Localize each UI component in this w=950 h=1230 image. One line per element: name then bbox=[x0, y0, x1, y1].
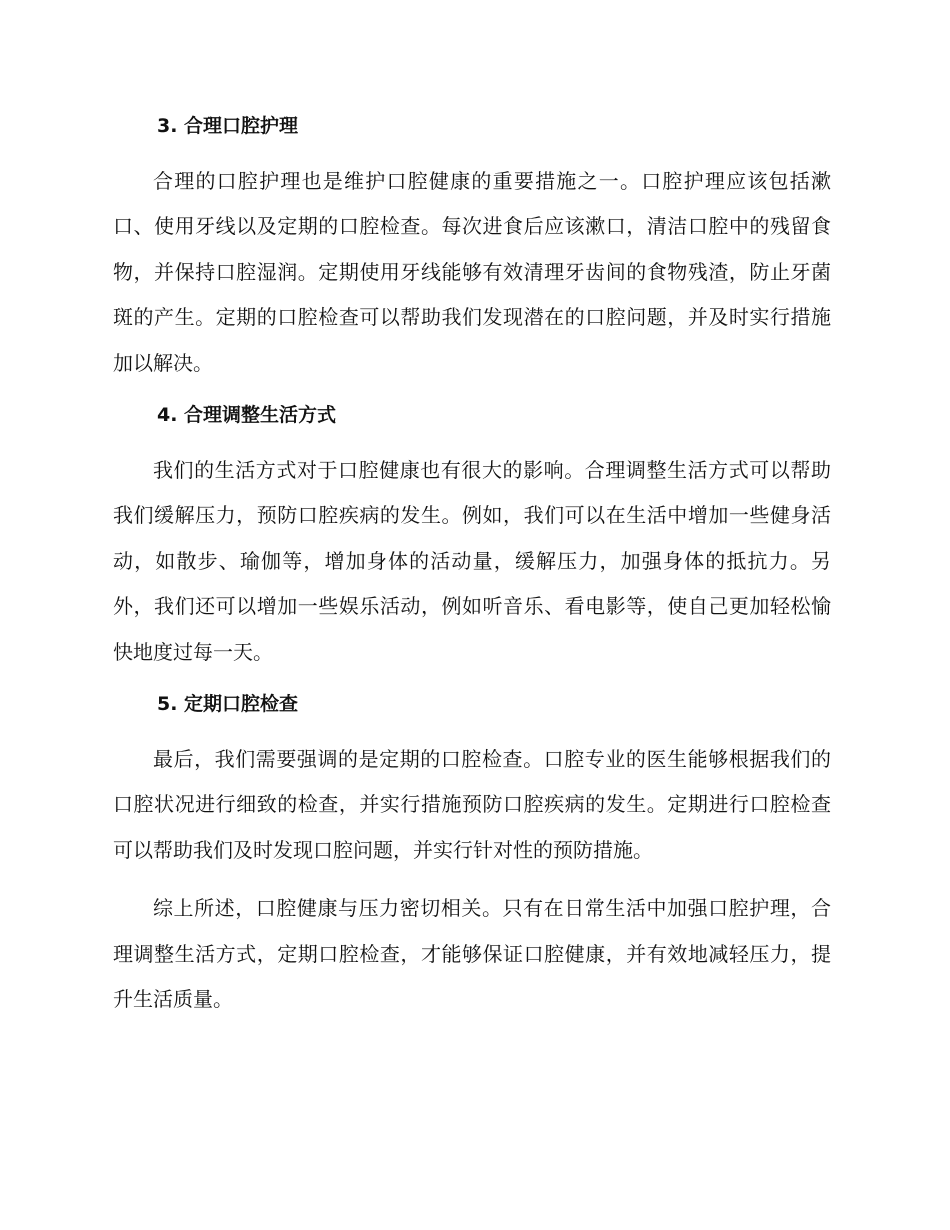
conclusion-paragraph: 综上所述，口腔健康与压力密切相关。只有在日常生活中加强口腔护理，合理调整生活方式，定期口腔检查，才能够保证口腔健康，并有效地减轻压力，提升生活质量。 bbox=[113, 896, 831, 1012]
section-paragraph-checkup: 最后，我们需要强调的是定期的口腔检查。口腔专业的医生能够根据我们的口腔状况进行细致的检查，并实行措施预防口腔疾病的发生。定期进行口腔检查可以帮助我们及时发现口腔问题，并实行针对性的预防措施。 bbox=[113, 747, 831, 862]
section-paragraph-lifestyle: 我们的生活方式对于口腔健康也有很大的影响。合理调整生活方式可以帮助我们缓解压力，预防口腔疾病的发生。例如，我们可以在生活中增加一些健身活动，如散步、瑜伽等，增加身体的活动量，缓解压力，加强身体的抵抗力。另外，我们还可以增加一些娱乐活动，例如听音乐、看电影等，使自己更加轻松愉快地度过每一天。 bbox=[113, 458, 831, 664]
section-heading-checkup: 5. 定期口腔检查 bbox=[157, 693, 299, 716]
section-heading-oral-care: 3. 合理口腔护理 bbox=[157, 115, 299, 137]
section-paragraph-oral-care: 合理的口腔护理也是维护口腔健康的重要措施之一。口腔护理应该包括漱口、使用牙线以及定期的口腔检查。每次进食后应该漱口，清洁口腔中的残留食物，并保持口腔湿润。定期使用牙线能够有效清理牙齿间的食物残渣，防止牙菌斑的产生。定期的口腔检查可以帮助我们发现潜在的口腔问题，并及时实行措施加以解决。 bbox=[113, 169, 831, 375]
document-body bbox=[113, 110, 831, 1036]
section-heading-lifestyle: 4. 合理调整生活方式 bbox=[157, 404, 337, 427]
